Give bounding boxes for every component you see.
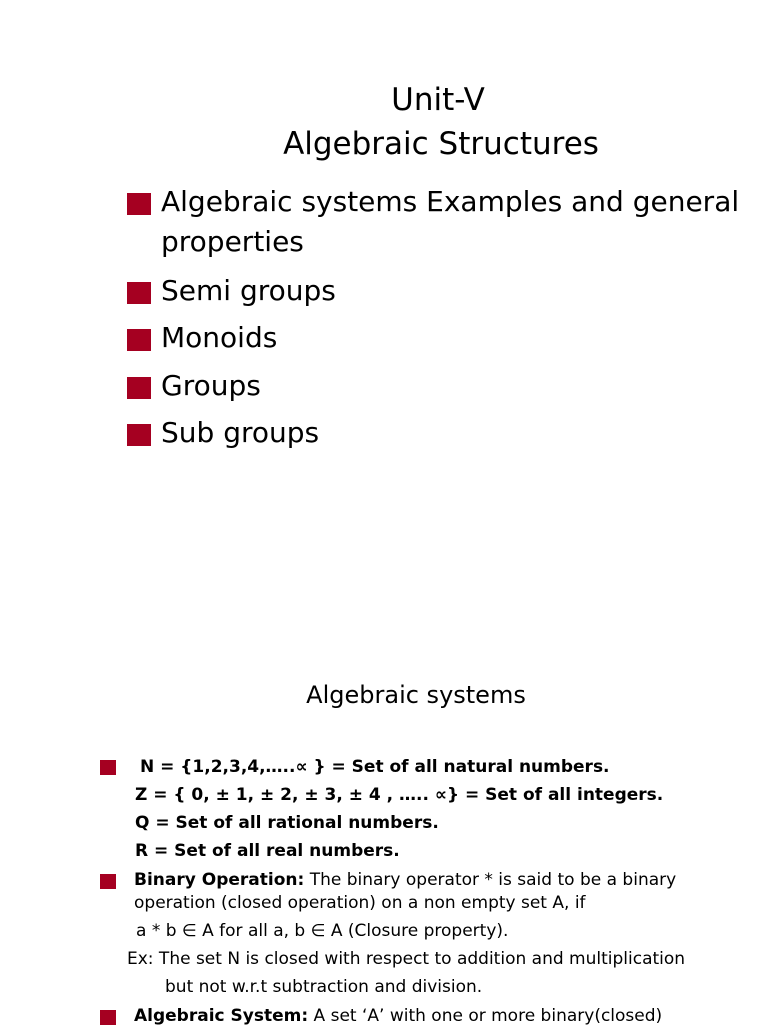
binary-operation-label: Binary Operation: — [134, 870, 305, 890]
slide-title: Algebraic systems — [306, 681, 526, 709]
list-item-semi-groups: Semi groups — [161, 274, 336, 307]
bullet-square-icon — [127, 329, 151, 351]
bullet-square-icon — [100, 1010, 116, 1025]
bullet-square-icon — [127, 377, 151, 399]
list-item-continuation: properties — [161, 225, 304, 258]
reals-line: R = Set of all real numbers. — [135, 841, 400, 861]
bullet-square-icon — [127, 424, 151, 446]
integers-line: Z = { 0, ± 1, ± 2, ± 3, ± 4 , ….. ∝} = Set of all integers. — [135, 785, 664, 805]
closure-property-line: a * b ∈ A for all a, b ∈ A (Closure property). — [136, 921, 509, 941]
example-line-2: but not w.r.t subtraction and division. — [165, 977, 483, 997]
bullet-square-icon — [127, 193, 151, 215]
slide-title-line-1: Unit-V — [391, 82, 485, 118]
algebraic-system-text: A set ‘A’ with one or more binary(closed) — [308, 1006, 663, 1026]
bullet-square-icon — [100, 874, 116, 889]
natural-numbers-line: N = {1,2,3,4,…..∝ } = Set of all natural numbers. — [140, 757, 610, 777]
list-item-monoids: Monoids — [161, 321, 278, 354]
algebraic-system-line — [134, 1006, 662, 1026]
example-line-1: Ex: The set N is closed with respect to addition and multiplication — [127, 949, 686, 969]
binary-operation-text: The binary operator * is said to be a binary — [304, 870, 677, 890]
binary-operation-line — [134, 870, 676, 890]
binary-operation-line-2: operation (closed operation) on a non empty set A, if — [134, 893, 586, 913]
slide-title-line-2: Algebraic Structures — [283, 126, 599, 162]
list-item-algebraic-systems: Algebraic systems Examples and general — [161, 185, 740, 218]
bullet-square-icon — [100, 760, 116, 775]
algebraic-system-label: Algebraic System: — [134, 1006, 309, 1026]
list-item-groups: Groups — [161, 369, 261, 402]
list-item-sub-groups: Sub groups — [161, 416, 320, 449]
bullet-square-icon — [127, 282, 151, 304]
rationals-line: Q = Set of all rational numbers. — [135, 813, 439, 833]
